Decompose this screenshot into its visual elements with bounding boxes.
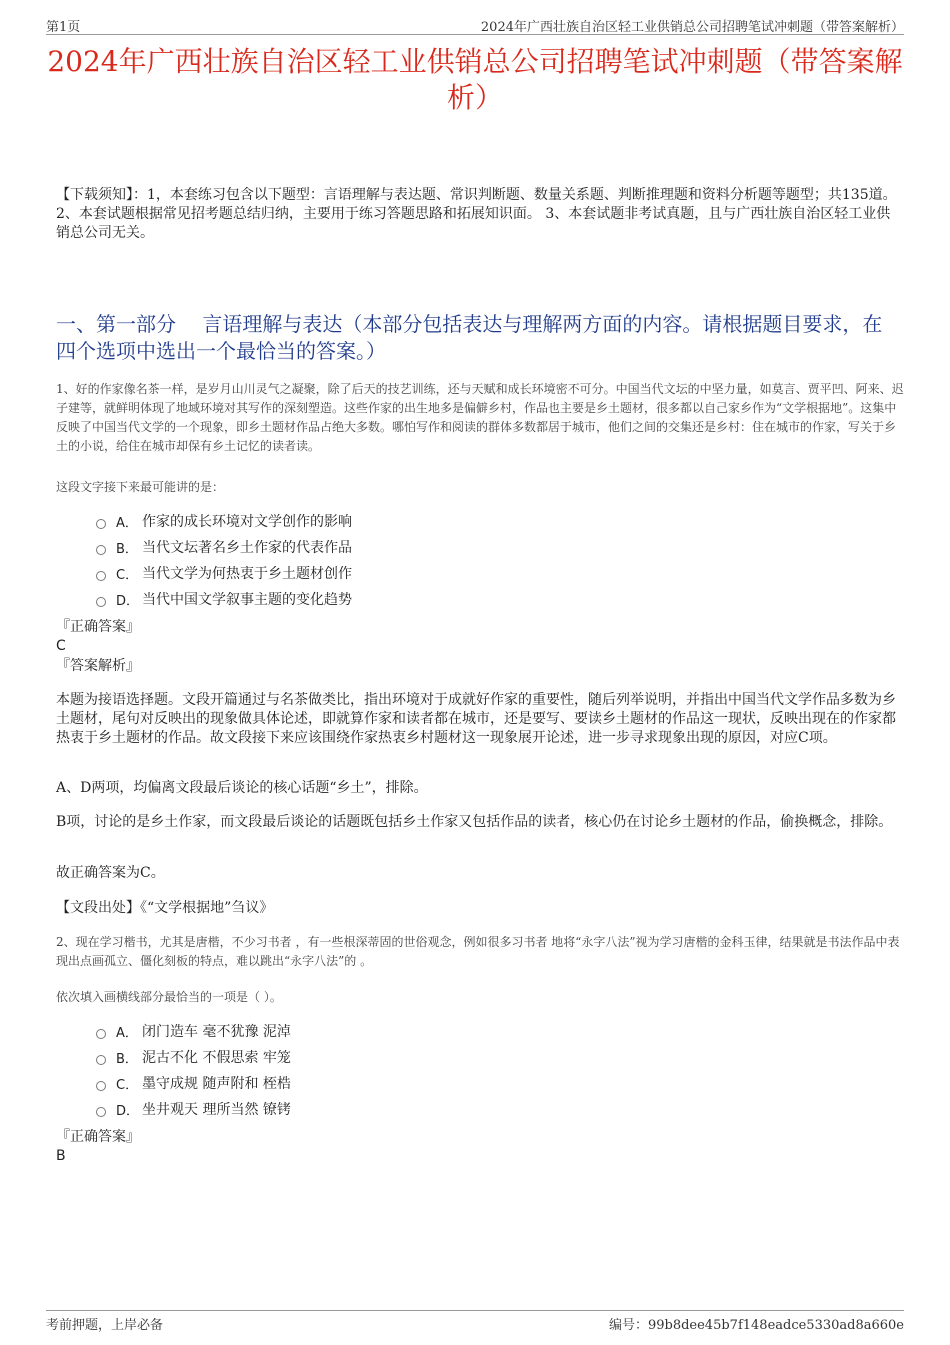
analysis-paragraph: 本题为接语选择题。文段开篇通过与名茶做类比，指出环境对于成就好作家的重要性，随后列举说明，并指出中国当代文学作品多数为乡土题材，尾句对反映出的现象做具体论述，即就算作家和读者都在城市，还是要写、要读乡土题材的作品这一现状，反映出现在的作家都热衷于乡土题材的作品。故文段接下来应该围绕作家热衷乡村题材这一现象展开论述，进一步寻求现象出现的原因，对应C项。: [56, 692, 896, 746]
page-footer: [46, 1310, 904, 1335]
answer-label: 『正确答案』: [56, 619, 140, 635]
analysis-paragraph: A、D两项，均偏离文段最后谈论的核心话题“乡土”，排除。: [56, 780, 428, 796]
correct-answer: C: [56, 638, 66, 654]
answer-label: 『正确答案』: [56, 1129, 140, 1145]
analysis-label: 『答案解析』: [56, 658, 140, 674]
option-d[interactable]: D． 坐井观天 理所当然 镣铐: [96, 1096, 291, 1122]
option-c[interactable]: C． 当代文学为何热衷于乡土题材创作: [96, 560, 352, 586]
analysis-paragraph: B项，讨论的是乡土作家，而文段最后谈论的话题既包括乡土作家又包括作品的读者，核心仍在讨论乡土题材的作品，偷换概念，排除。: [56, 814, 893, 830]
radio-icon[interactable]: [96, 1107, 106, 1117]
radio-icon[interactable]: [96, 571, 106, 581]
section-heading: 一、第一部分 言语理解与表达（本部分包括表达与理解两方面的内容。请根据题目要求，在四个选项中选出一个最恰当的答案。）: [56, 312, 883, 363]
radio-icon[interactable]: [96, 1081, 106, 1091]
option-a[interactable]: A． 闭门造车 毫不犹豫 泥淖: [96, 1018, 291, 1044]
option-b[interactable]: B． 泥古不化 不假思索 牢笼: [96, 1044, 291, 1070]
option-d[interactable]: D． 当代中国文学叙事主题的变化趋势: [96, 586, 352, 612]
radio-icon[interactable]: [96, 545, 106, 555]
question-1-text: 1、好的作家像名茶一样，是岁月山川灵气之凝聚，除了后天的技艺训练，还与天赋和成长环境密不可分。中国当代文坛的中坚力量，如莫言、贾平凹、阿来、迟子建等，就鲜明体现了地域环境对其写作的深刻塑造。这些作家的出生地多是偏僻乡村，作品也主要是乡土题材，很多都以自己家乡作为“文学根据地”。这集中反映了中国当代文学的一个现象，即乡土题材作品占绝大多数。哪怕写作和阅读的群体多数都居于城市，他们之间的交集还是乡村：住在城市的作家，写关于乡土的小说，给住在城市却保有乡土记忆的读者读。: [56, 382, 904, 453]
analysis-conclusion: 故正确答案为C。: [56, 865, 165, 881]
radio-icon[interactable]: [96, 519, 106, 529]
correct-answer: B: [56, 1148, 66, 1164]
question-2-text: 2、现在学习楷书，尤其是唐楷，不少习书者 ，有一些根深蒂固的世俗观念，例如很多习书者 地将“永字八法”视为学习唐楷的金科玉律，结果就是书法作品中表现出点画孤立、僵化刻板的特点，难以跳出“永字八法”的 。: [56, 935, 900, 968]
passage-source: 【文段出处】《“文学根据地”刍议》: [56, 900, 274, 916]
radio-icon[interactable]: [96, 597, 106, 607]
radio-icon[interactable]: [96, 1029, 106, 1039]
header-doc-title: 2024年广西壮族自治区轻工业供销总公司招聘笔试冲刺题（带答案解析）: [480, 20, 904, 35]
question-2-prompt: 依次填入画横线部分最恰当的一项是（ ）。: [56, 990, 282, 1004]
document-title: 2024年广西壮族自治区轻工业供销总公司招聘笔试冲刺题（带答案解析）: [47, 45, 903, 114]
question-2-options: [96, 1018, 291, 1122]
question-1-options: [96, 508, 352, 612]
option-b[interactable]: B． 当代文坛著名乡土作家的代表作品: [96, 534, 352, 560]
footer-slogan: 考前押题，上岸必备: [46, 1318, 164, 1333]
question-1-prompt: 这段文字接下来最可能讲的是：: [56, 480, 225, 494]
option-a[interactable]: A． 作家的成长环境对文学创作的影响: [96, 508, 352, 534]
download-notice: 【下载须知】：1，本套练习包含以下题型：言语理解与表达题、常识判断题、数量关系题、判断推理题和资料分析题等题型；共135道。 2、本套试题根据常见招考题总结归纳，主要用于练习答题思路和拓展知识面。 3、本套试题非考试真题，且与广西壮族自治区轻工业供销总公司无关。: [56, 187, 897, 241]
radio-icon[interactable]: [96, 1055, 106, 1065]
option-c[interactable]: C． 墨守成规 随声附和 桎梏: [96, 1070, 291, 1096]
page-header: [46, 14, 904, 35]
page-number: 第1页: [46, 20, 81, 35]
footer-serial: 编号：99b8dee45b7f148eadce5330ad8a660e: [608, 1318, 904, 1333]
